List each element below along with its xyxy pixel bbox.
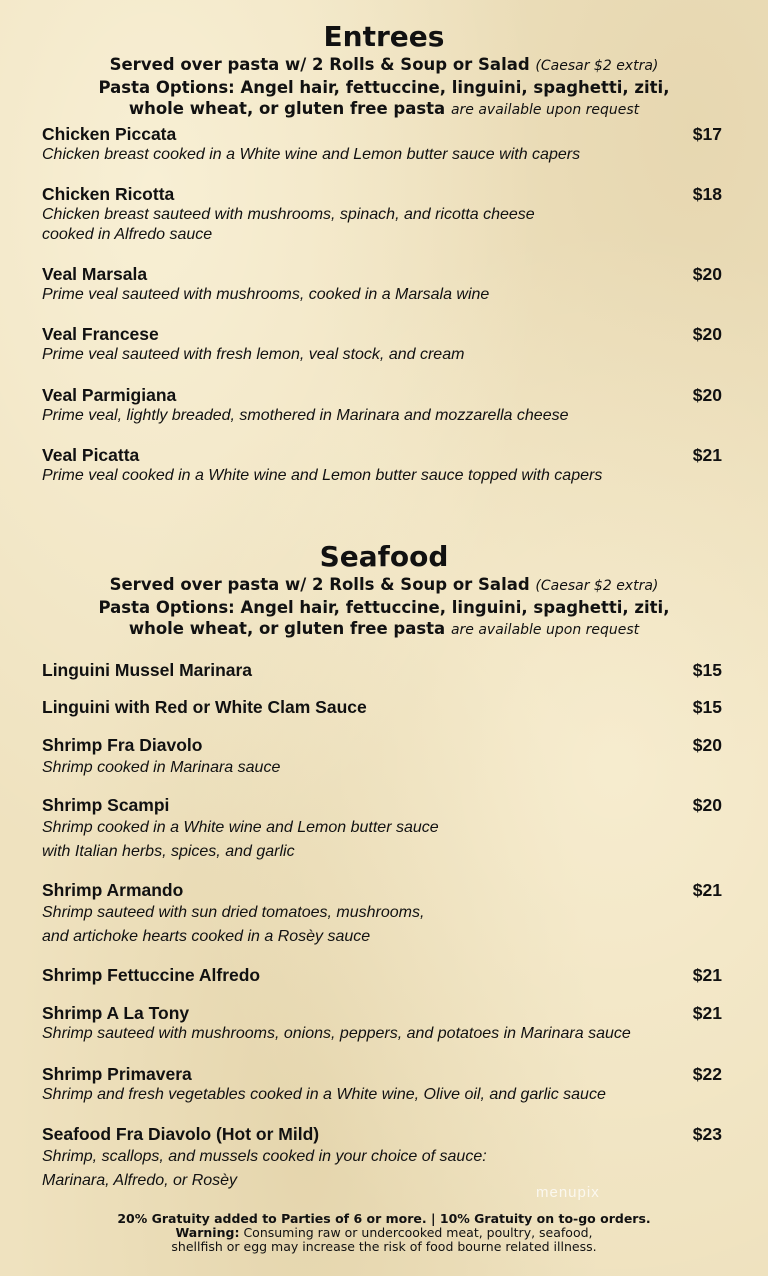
warning-line1 (0, 1226, 768, 1240)
seafood-title: Seafood (319, 540, 449, 573)
warning-label: Warning: (175, 1225, 240, 1240)
seafood-options-text: whole wheat, or gluten free pasta (128, 619, 446, 638)
entrees-options-note: are available upon request (450, 102, 640, 118)
entrees-options-line1: Pasta Options: Angel hair, fettuccine, linguini, spaghetti, ziti, (98, 78, 670, 97)
seafood-header (0, 540, 768, 641)
menu-item (42, 735, 722, 780)
item-name: Veal Marsala (42, 264, 148, 284)
item-price: $21 (692, 880, 722, 900)
entrees-served-line (0, 54, 768, 77)
entrees-served-text: Served over pasta w/ 2 Rolls & Soup or Salad (109, 55, 530, 74)
item-name: Shrimp Fra Diavolo (42, 735, 203, 755)
entrees-served-note: (Caesar $2 extra) (535, 58, 659, 74)
item-price: $21 (692, 965, 722, 985)
item-description-2: Marinara, Alfredo, or Rosèy (42, 1172, 238, 1189)
item-name: Chicken Ricotta (42, 184, 175, 204)
menu-item (42, 445, 722, 486)
item-description: Prime veal sauteed with mushrooms, cooked in a Marsala wine (42, 286, 490, 303)
item-description: Prime veal sauteed with fresh lemon, veal stock, and cream (42, 346, 465, 363)
item-description: Shrimp, scallops, and mussels cooked in your choice of sauce: (42, 1148, 487, 1165)
item-name: Veal Francese (42, 324, 159, 344)
item-description-2: and artichoke hearts cooked in a Rosèy sauce (42, 928, 371, 945)
seafood-options-line1: Pasta Options: Angel hair, fettuccine, linguini, spaghetti, ziti, (98, 598, 670, 617)
seafood-served-line (0, 574, 768, 597)
item-name: Linguini Mussel Marinara (42, 660, 253, 680)
item-price: $17 (692, 124, 722, 144)
item-price: $18 (692, 184, 722, 204)
item-description: Shrimp sauteed with mushrooms, onions, peppers, and potatoes in Marinara sauce (42, 1025, 631, 1042)
item-description-2: cooked in Alfredo sauce (42, 226, 213, 243)
seafood-served-note: (Caesar $2 extra) (535, 578, 659, 594)
item-price: $20 (692, 385, 722, 405)
item-price: $21 (692, 445, 722, 465)
menu-item (42, 660, 722, 681)
item-description: Shrimp sauteed with sun dried tomatoes, mushrooms, (42, 904, 425, 921)
item-name: Shrimp Armando (42, 880, 184, 900)
item-description: Chicken breast cooked in a White wine and Lemon butter sauce with capers (42, 146, 581, 163)
menu-item (42, 385, 722, 426)
item-description: Shrimp cooked in a White wine and Lemon butter sauce (42, 819, 439, 836)
item-name: Chicken Piccata (42, 124, 177, 144)
warning-line2: shellfish or egg may increase the risk of food bourne related illness. (171, 1239, 597, 1254)
entrees-options-line2 (0, 98, 768, 121)
menu-item (42, 1064, 722, 1105)
item-name: Shrimp Scampi (42, 795, 170, 815)
item-description: Shrimp cooked in Marinara sauce (42, 759, 281, 776)
item-price: $23 (692, 1124, 722, 1144)
item-name: Shrimp A La Tony (42, 1003, 190, 1023)
menu-item (42, 324, 722, 365)
seafood-served-text: Served over pasta w/ 2 Rolls & Soup or Salad (109, 575, 530, 594)
item-description: Prime veal cooked in a White wine and Lemon butter sauce topped with capers (42, 467, 603, 484)
item-name: Veal Picatta (42, 445, 140, 465)
gratuity-notice: 20% Gratuity added to Parties of 6 or more. | 10% Gratuity on to-go orders. (117, 1211, 651, 1226)
item-name: Shrimp Primavera (42, 1064, 192, 1084)
item-name: Shrimp Fettuccine Alfredo (42, 965, 261, 985)
menu-item (42, 264, 722, 305)
item-description: Shrimp and fresh vegetables cooked in a White wine, Olive oil, and garlic sauce (42, 1086, 606, 1103)
watermark: menupix (536, 1184, 600, 1201)
seafood-options-note: are available upon request (450, 622, 640, 638)
menu-item (42, 1124, 722, 1193)
menu-item (42, 184, 722, 245)
item-description: Prime veal, lightly breaded, smothered in Marinara and mozzarella cheese (42, 407, 569, 424)
menu-item (42, 795, 722, 864)
entrees-header (0, 20, 768, 121)
item-price: $21 (692, 1003, 722, 1023)
menu-item (42, 880, 722, 949)
item-price: $22 (692, 1064, 722, 1084)
menu-item (42, 124, 722, 165)
item-price: $20 (692, 264, 722, 284)
item-name: Veal Parmigiana (42, 385, 177, 405)
seafood-options-line2 (0, 618, 768, 641)
item-description: Chicken breast sauteed with mushrooms, spinach, and ricotta cheese (42, 206, 535, 223)
menu-item (42, 697, 722, 718)
item-name: Seafood Fra Diavolo (Hot or Mild) (42, 1124, 320, 1144)
item-price: $15 (692, 697, 722, 717)
item-description-2: with Italian herbs, spices, and garlic (42, 843, 295, 860)
item-price: $15 (692, 660, 722, 680)
menu-item (42, 1003, 722, 1044)
entrees-title: Entrees (323, 20, 445, 53)
warning-text1: Consuming raw or undercooked meat, poultry, seafood, (243, 1225, 593, 1240)
item-price: $20 (692, 735, 722, 755)
footer (0, 1212, 768, 1254)
menu-item (42, 965, 722, 986)
item-name: Linguini with Red or White Clam Sauce (42, 697, 367, 717)
entrees-options-text: whole wheat, or gluten free pasta (128, 99, 446, 118)
item-price: $20 (692, 795, 722, 815)
item-price: $20 (692, 324, 722, 344)
